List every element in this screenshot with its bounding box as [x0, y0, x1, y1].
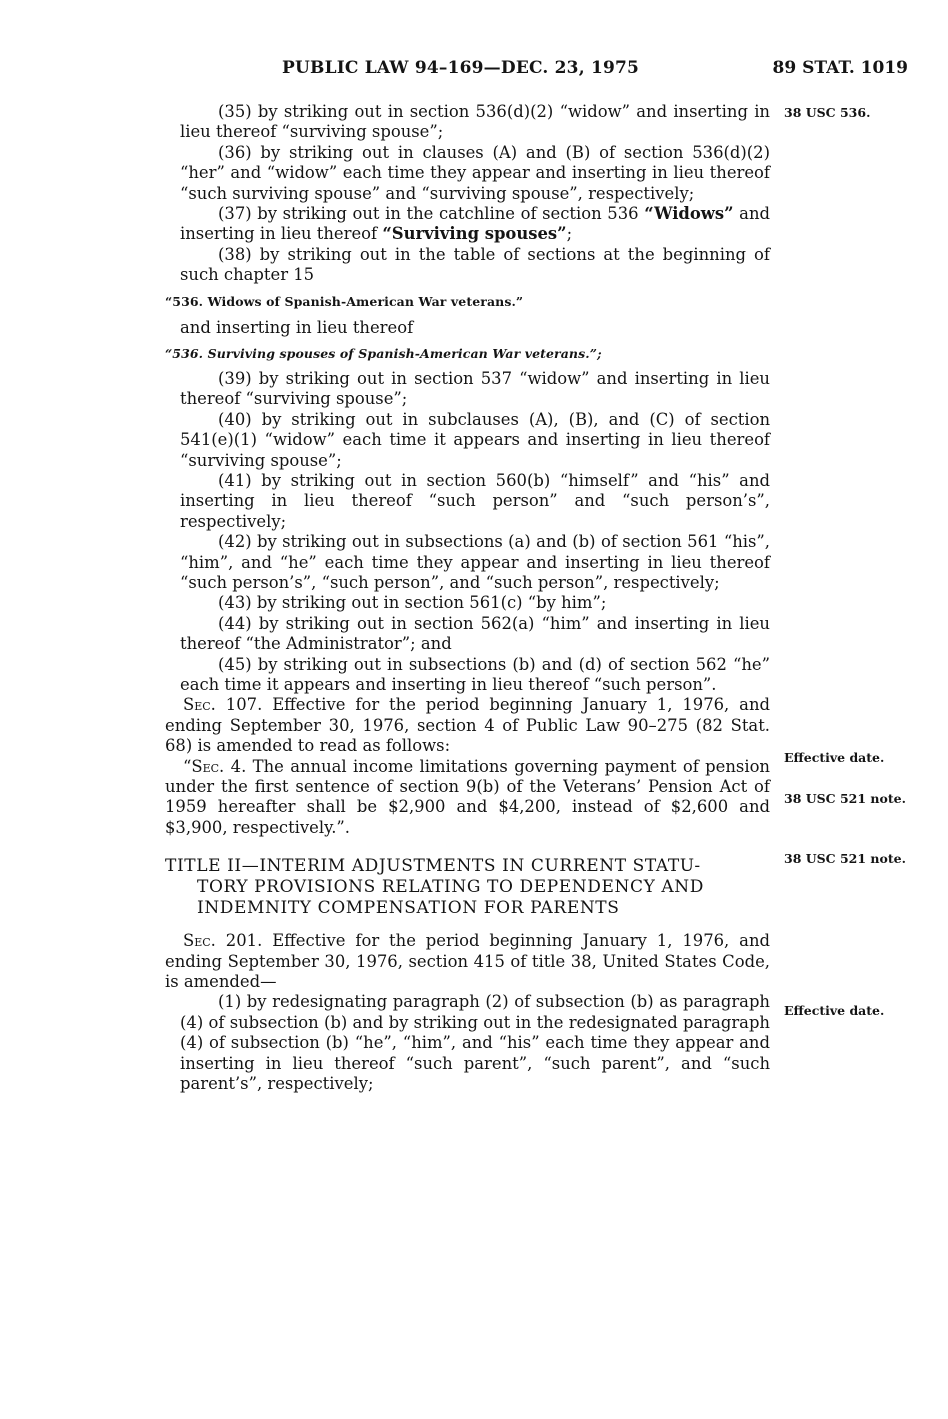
section-201 [165, 931, 770, 992]
paragraph-44: (44) by striking out in section 562(a) “him” and inserting in lieu thereof “the Administrator”; and [180, 613, 770, 654]
paragraph-37-text: (37) by striking out in the catchline of section 536 [218, 204, 645, 224]
section-107 [165, 695, 770, 756]
paragraph-36: (36) by striking out in clauses (A) and (B) of section 536(d)(2) “her” and “widow” each time they appear and inserting in lieu thereof “such surviving spouse” and “surviving spouse”, respectively; [180, 142, 770, 203]
title-ii-line-1: TITLE II—INTERIM ADJUSTMENTS IN CURRENT STATU- [165, 856, 701, 877]
statute-page-number: 89 STAT. 1019 [772, 58, 908, 78]
paragraph-41: (41) by striking out in section 560(b) “himself” and “his” and inserting in lieu thereof “such person” and “such person’s”, respectively; [180, 470, 770, 531]
paragraph-38: (38) by striking out in the table of sections at the beginning of such chapter 15 [180, 244, 770, 285]
paragraph-37 [165, 204, 770, 245]
margin-note-citation: 38 USC 521 note. [784, 851, 906, 866]
section-4-amendment [165, 757, 770, 839]
paragraph-35: (35) by striking out in section 536(d)(2) “widow” and inserting in lieu thereof “surviving spouse”; [180, 102, 770, 142]
paragraph-40: (40) by striking out in subclauses (A), (B), and (C) of section 541(e)(1) “widow” each time it appears and inserting in lieu thereof “surviving spouse”; [180, 409, 770, 470]
section-201-paragraph-1: (1) by redesignating paragraph (2) of subsection (b) as paragraph (4) of subsection (b) and by striking out in the redesignated paragraph (4) of subsection (b) “he”, “him”, and “his” each time they appear and inserting in lieu thereof “such parent”, “such parent”, and “such parent’s”, respectively; [180, 992, 770, 1094]
paragraph-39: (39) by striking out in section 537 “widow” and inserting in lieu thereof “surviving spouse”; [180, 368, 770, 409]
page-header [0, 58, 948, 84]
title-ii-line-3: INDEMNITY COMPENSATION FOR PARENTS [197, 898, 620, 919]
paragraph-45: (45) by striking out in subsections (b) and (d) of section 562 “he” each time it appears and inserting in lieu thereof “such person”. [180, 654, 770, 694]
paragraph-37-text: and inserting in lieu thereof [180, 204, 771, 244]
paragraph-43: (43) by striking out in section 561(c) “by him”; [218, 593, 607, 613]
paragraph-37-text: ; [566, 224, 573, 244]
section-201-text: 201. Effective for the period beginning January 1, 1976, and ending September 30, 1976, section 415 of title 38, United States Code, is amended— [165, 931, 770, 992]
paragraph-42: (42) by striking out in subsections (a) and (b) of section 561 “his”, “him”, and “he” each time they appear and inserting in lieu thereof “such person’s”, “such person”, and “such person”, respectively; [180, 532, 770, 592]
table-entry-old: “536. Widows of Spanish-American War veterans.” [165, 293, 524, 309]
running-title: PUBLIC LAW 94–169—DEC. 23, 1975 [282, 58, 640, 78]
table-entry-new: “536. Surviving spouses of Spanish-American War veterans.”; [165, 346, 602, 362]
section-107-text: 107. Effective for the period beginning January 1, 1976, and ending September 30, 1976, section 4 of Public Law 90–275 (82 Stat. 68) is amended to read as follows: [165, 695, 770, 756]
paragraph-37-bold-old: “Widows” [644, 204, 734, 224]
margin-note-citation: 38 USC 521 note. [784, 791, 906, 806]
and-inserting-line: and inserting in lieu thereof [180, 318, 414, 338]
section-4-text: 4. The annual income limitations governing payment of pension under the first sentence of section 9(b) of the Veterans’ Pension Act of 1959 hereafter shall be $2,900 and $4,200, instead of $2,600 and $3,900, respectively.”. [165, 756, 770, 837]
margin-note-effective-date: Effective date. [784, 750, 885, 765]
section-label: “Sec. [183, 756, 225, 776]
title-ii-heading [165, 856, 770, 919]
paragraph-37-bold-new: “Surviving spouses” [382, 224, 567, 244]
section-label: Sec. [183, 695, 216, 715]
section-label: Sec. [183, 931, 216, 951]
margin-note-effective-date: Effective date. [784, 1003, 885, 1018]
margin-note-citation: 38 USC 536. [784, 105, 871, 120]
title-ii-line-2: TORY PROVISIONS RELATING TO DEPENDENCY AND [197, 877, 705, 898]
body-text [165, 102, 770, 1094]
